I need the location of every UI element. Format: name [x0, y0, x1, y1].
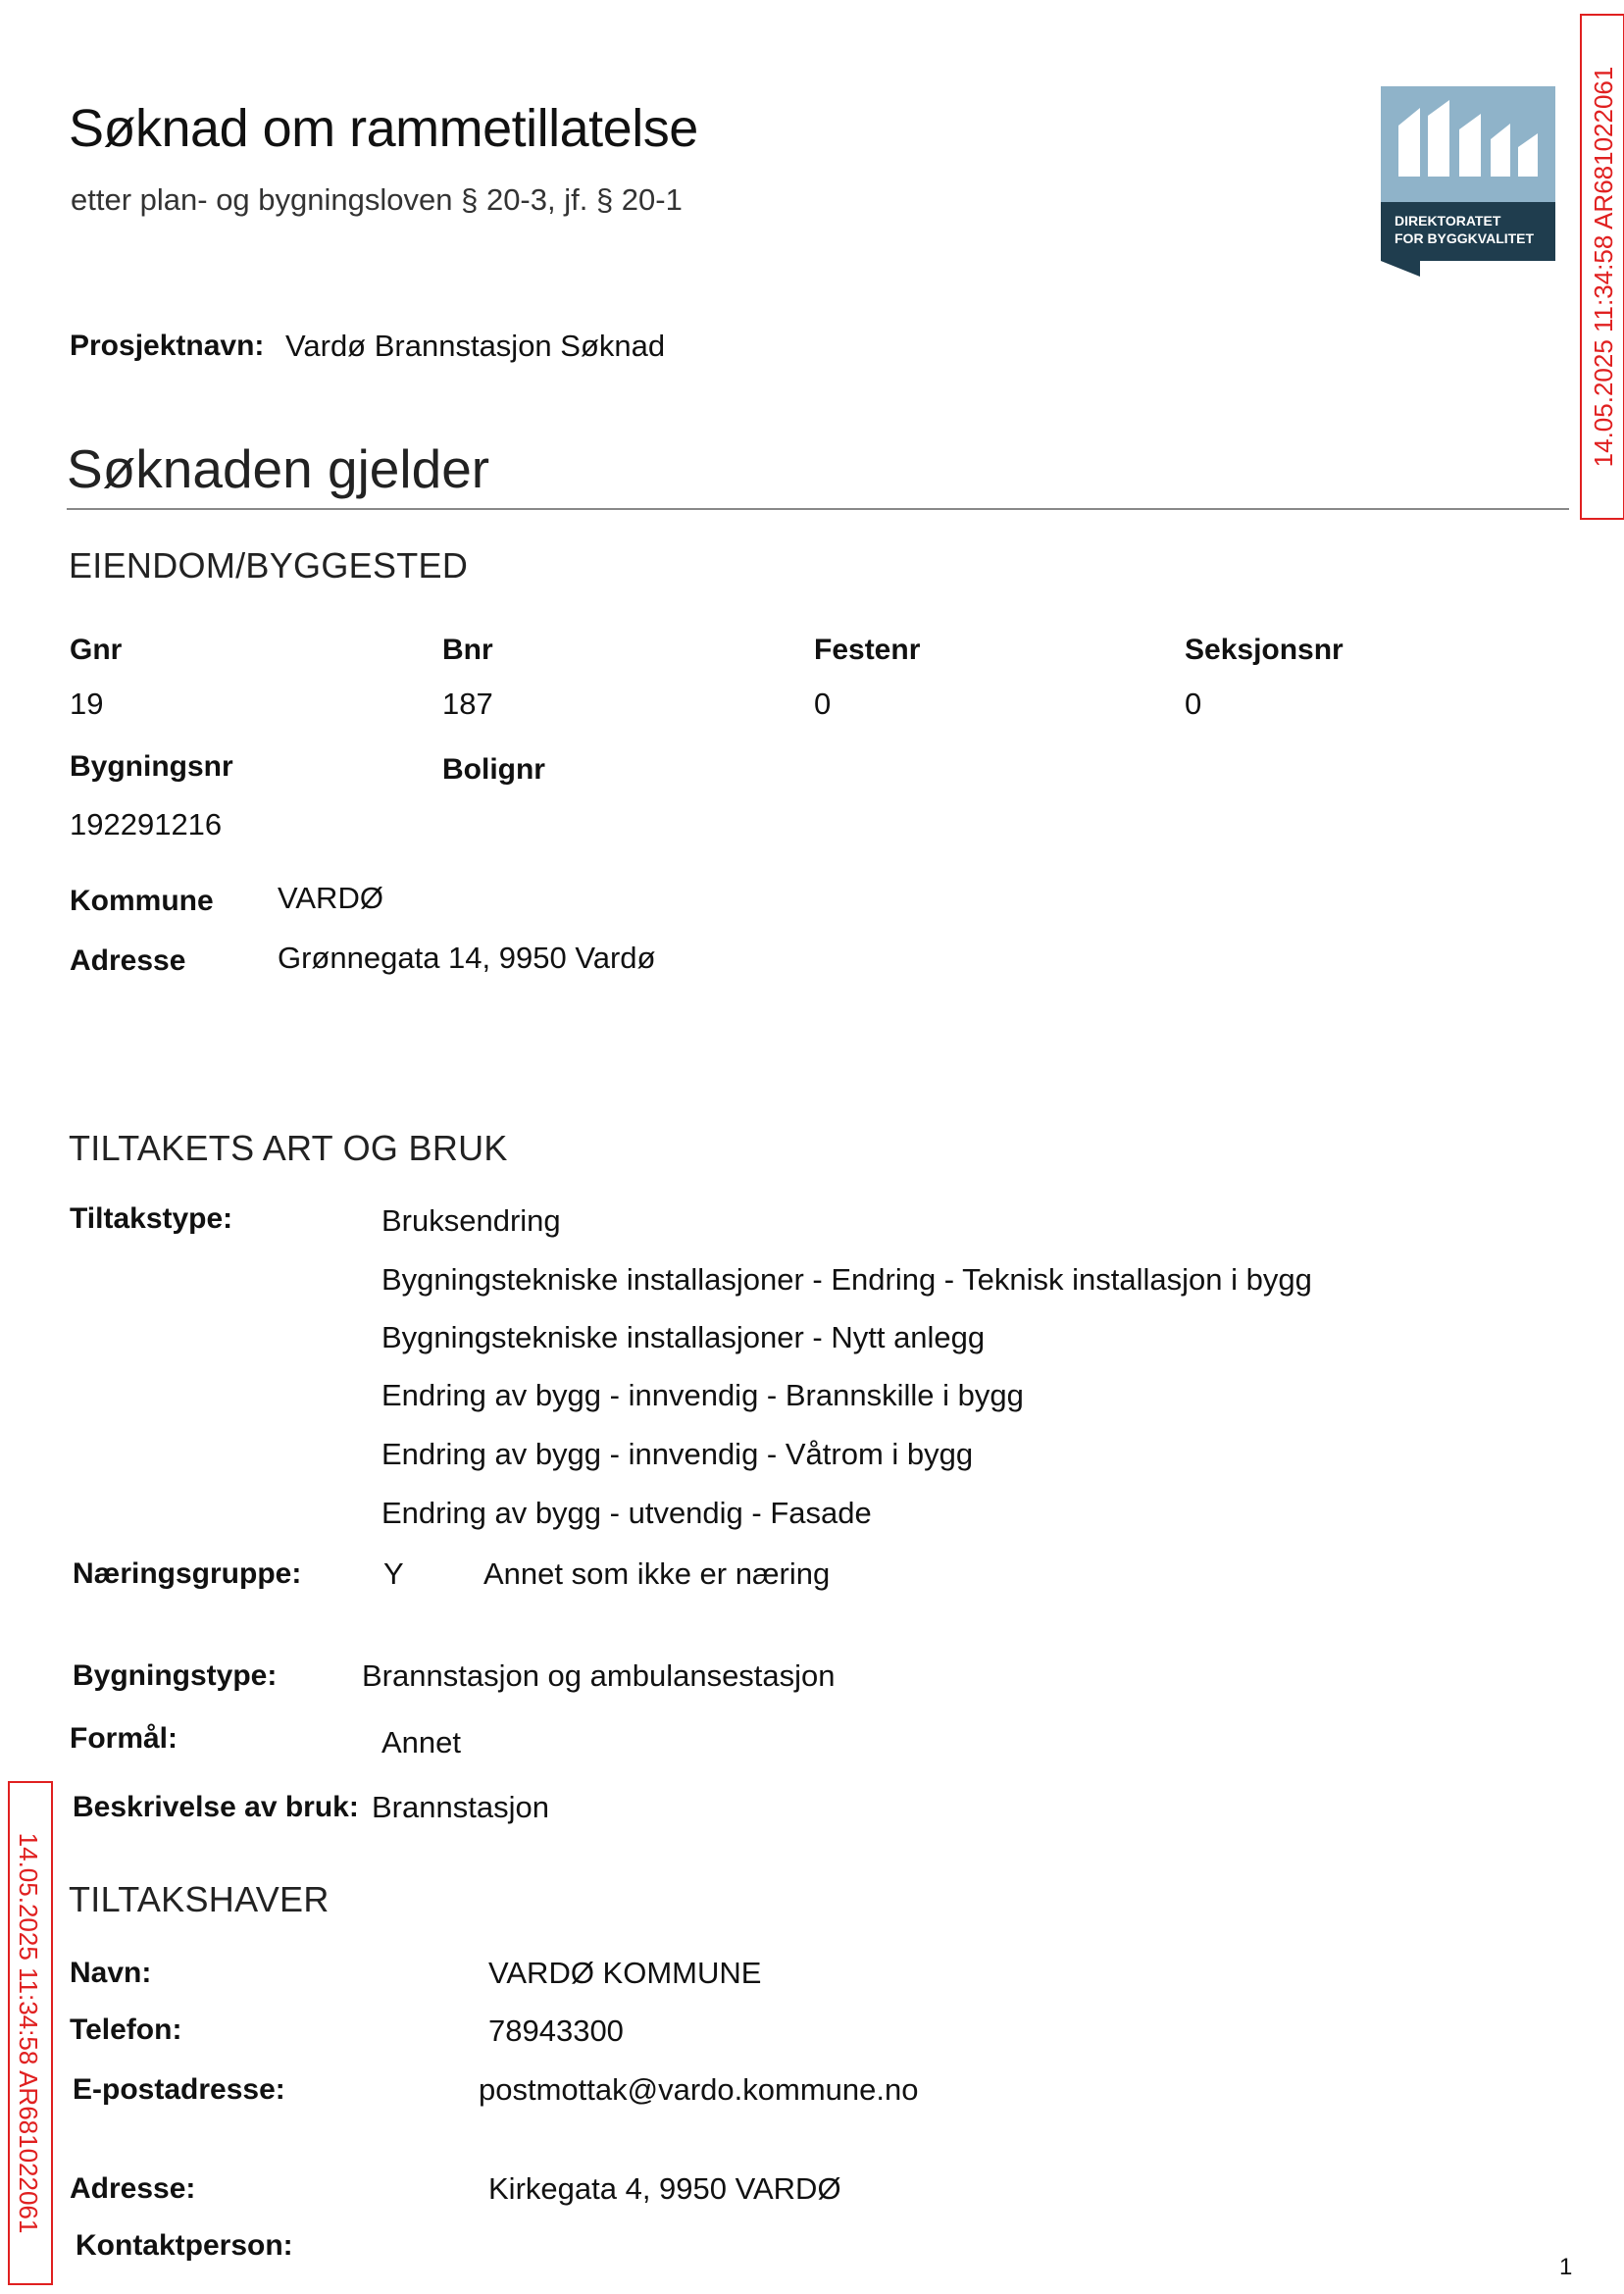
tiltakstype-item: Bygningstekniske installasjoner - Nytt anlegg [381, 1320, 986, 1354]
naeringsgruppe-code: Y [383, 1556, 404, 1591]
tiltakstype-item: Endring av bygg - utvendig - Fasade [381, 1496, 872, 1530]
festenr-value: 0 [814, 687, 832, 721]
gnr-label: Gnr [70, 634, 123, 666]
bygningsnr-label: Bygningsnr [70, 750, 233, 783]
document-title: Søknad om rammetillatelse [69, 99, 698, 158]
document-subtitle: etter plan- og bygningsloven § 20-3, jf. § 20-1 [71, 182, 683, 217]
formaal-label: Formål: [70, 1722, 178, 1755]
telefon-label: Telefon: [70, 2014, 182, 2046]
kommune-value: VARDØ [278, 881, 383, 915]
navn-value: VARDØ KOMMUNE [488, 1956, 762, 1990]
bygningstype-label: Bygningstype: [73, 1659, 278, 1692]
logo-line2: FOR BYGGKVALITET [1395, 230, 1535, 246]
dibk-logo-icon [1381, 86, 1555, 277]
navn-label: Navn: [70, 1957, 152, 1989]
tiltakshaver-heading: TILTAKSHAVER [69, 1879, 330, 1919]
bolignr-label: Bolignr [442, 753, 545, 786]
timestamp-stamp-right [1580, 14, 1624, 520]
beskrivelse-label: Beskrivelse av bruk: [73, 1791, 359, 1823]
stamp-text-right: 14.05.2025 11:34:58 AR681022061 [1589, 66, 1618, 468]
bygningsnr-value: 192291216 [70, 807, 223, 841]
page-number: 1 [1559, 2254, 1573, 2280]
tiltakshaver-adresse-label: Adresse: [70, 2172, 196, 2205]
epost-label: E-postadresse: [73, 2073, 285, 2106]
section-heading: Søknaden gjelder [67, 438, 490, 499]
adresse-label: Adresse [70, 944, 186, 977]
bnr-value: 187 [442, 687, 493, 721]
tiltakstype-item: Bruksendring [381, 1203, 561, 1238]
tiltakshaver-adresse-value: Kirkegata 4, 9950 VARDØ [488, 2171, 841, 2206]
naeringsgruppe-label: Næringsgruppe: [73, 1557, 302, 1590]
logo-line1: DIREKTORATET [1395, 213, 1501, 229]
gnr-value: 19 [70, 687, 104, 721]
tiltakstype-item: Bygningstekniske installasjoner - Endring - Teknisk installasjon i bygg [381, 1262, 1312, 1297]
seksjonsnr-value: 0 [1185, 687, 1202, 721]
timestamp-stamp-left [8, 1781, 53, 2285]
festenr-label: Festenr [814, 634, 921, 666]
section-divider [67, 508, 1569, 510]
epost-value: postmottak@vardo.kommune.no [479, 2072, 919, 2107]
adresse-value: Grønnegata 14, 9950 Vardø [278, 941, 656, 975]
telefon-value: 78943300 [488, 2014, 624, 2048]
tiltakstype-item: Endring av bygg - innvendig - Brannskille i bygg [381, 1378, 1024, 1412]
bygningstype-value: Brannstasjon og ambulansestasjon [362, 1658, 836, 1693]
property-heading: EIENDOM/BYGGESTED [69, 545, 469, 586]
bnr-label: Bnr [442, 634, 493, 666]
seksjonsnr-label: Seksjonsnr [1185, 634, 1344, 666]
kontaktperson-label: Kontaktperson: [76, 2229, 293, 2262]
stamp-text-left: 14.05.2025 11:34:58 AR681022061 [14, 1832, 43, 2234]
tiltak-heading: TILTAKETS ART OG BRUK [69, 1128, 508, 1168]
tiltakstype-label: Tiltakstype: [70, 1202, 233, 1235]
project-name-label: Prosjektnavn: [70, 330, 265, 362]
kommune-label: Kommune [70, 885, 214, 917]
formaal-value: Annet [381, 1725, 462, 1759]
tiltakstype-item: Endring av bygg - innvendig - Våtrom i bygg [381, 1437, 974, 1471]
naeringsgruppe-text: Annet som ikke er næring [483, 1556, 831, 1591]
beskrivelse-value: Brannstasjon [372, 1790, 549, 1824]
project-name-value: Vardø Brannstasjon Søknad [285, 329, 666, 363]
